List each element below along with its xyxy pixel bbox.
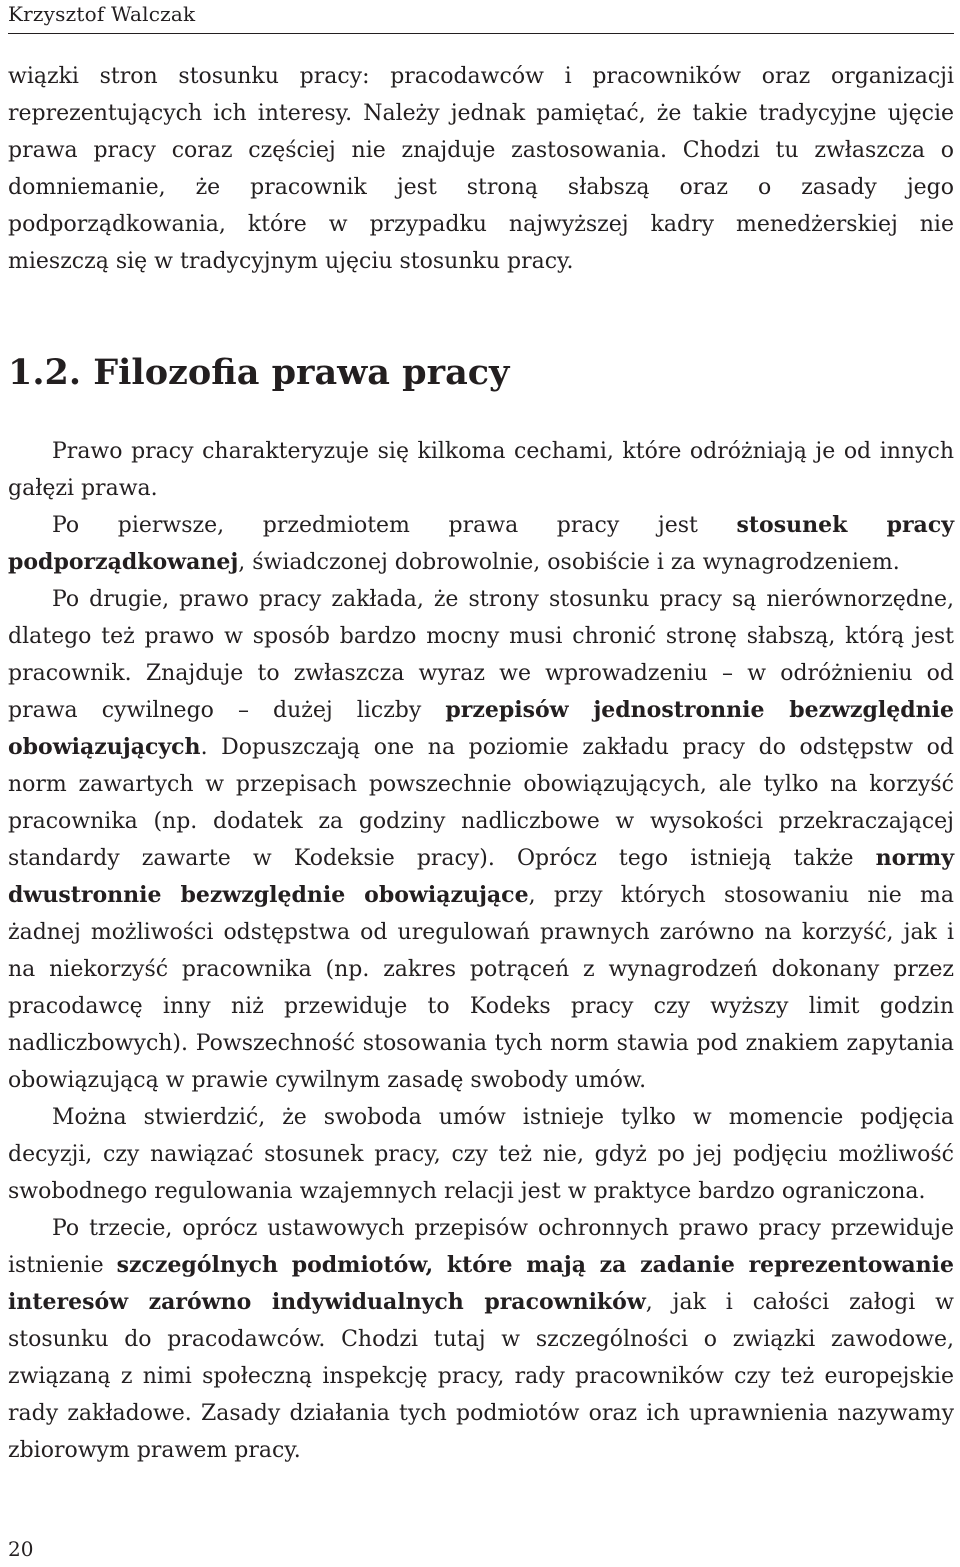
- paragraph-3-text-e: , przy których stosowaniu nie ma żadnej możliwości odstępstwa od uregulowań prawnych zarówno na korzyść, jak i na niekorzyść pracownika (np. zakres potrąceń z wynagrodzeń dokonany przez pracodawcę inny niż przewiduje to Kodeks pracy czy wyższy limit godzin nadliczbowych). Powszechność stosowania tych norm stawia pod znakiem zapytania obowiązującą w prawie cywilnym zasadę swobody umów.: [8, 883, 954, 1093]
- paragraph-2-bold-term: stosunek pracy podporządkowanej: [8, 512, 954, 575]
- paragraph-5-text-a: Po trzecie, oprócz ustawowych przepisów ochronnych prawo pracy przewiduje istnienie: [8, 1216, 954, 1278]
- paragraph-2-text-a: Po pierwsze, przedmiotem prawa pracy jest: [52, 513, 737, 538]
- paragraph-5-text-c: , jak i całości załogi w stosunku do pracodawców. Chodzi tutaj w szczególności o związki zawodowe, związaną z nimi społeczną inspekcję pracy, rady pracowników czy też europejskie rady zakładowe. Zasady działania tych podmiotów oraz ich uprawnienia nazywamy zbiorowym prawem pracy.: [8, 1290, 954, 1463]
- running-head-author: Krzysztof Walczak: [8, 2, 196, 26]
- paragraph-2: [8, 507, 954, 581]
- paragraph-3-text-c: . Dopuszczają one na poziomie zakładu pracy do odstępstw od norm zawartych w przepisach powszechnie obowiązujących, ale tylko na korzyść pracownika (np. dodatek za godziny nadliczbowe w wysokości przekraczającej standardy zawarte w Kodeksie pracy). Oprócz tego istnieją także: [8, 735, 954, 871]
- header-rule: [8, 33, 954, 34]
- intro-text-block: [8, 58, 954, 280]
- paragraph-4: Można stwierdzić, że swoboda umów istnieje tylko w momencie podjęcia decyzji, czy nawiązać stosunek pracy, czy też nie, gdyż po jej podjęciu możliwość swobodnego regulowania wzajemnych relacji jest w praktyce bardzo ograniczona.: [8, 1105, 954, 1204]
- paragraph-5: [8, 1210, 954, 1469]
- paragraph-3-bold-term-2: normy dwustronnie bezwzględnie obowiązujące: [8, 845, 954, 908]
- paragraph-2-text-c: , świadczonej dobrowolnie, osobiście i za wynagrodzeniem.: [238, 550, 900, 575]
- paragraph-3-bold-term-1: przepisów jednostronnie bezwzględnie obowiązujących: [8, 697, 954, 760]
- section-body: [8, 433, 954, 1469]
- paragraph-5-bold-term: szczególnych podmiotów, które mają za zadanie reprezentowanie interesów zarówno indywidualnych pracowników: [8, 1252, 955, 1315]
- section-heading: 1.2. Filozofia prawa pracy: [8, 352, 510, 393]
- paragraph-3-text-a: Po drugie, prawo pracy zakłada, że strony stosunku pracy są nierównorzędne, dlatego też prawo w sposób bardzo mocny musi chronić stronę słabszą, którą jest pracownik. Znajduje to zwłaszcza wyraz we wprowadzeniu – w odróżnieniu od prawa cywilnego – dużej liczby: [8, 587, 954, 723]
- page-number: 20: [8, 1537, 34, 1561]
- paragraph-3: [8, 581, 954, 1099]
- paragraph-1: Prawo pracy charakteryzuje się kilkoma cechami, które odróżniają je od innych gałęzi prawa.: [8, 439, 954, 501]
- intro-paragraph: wiązki stron stosunku pracy: pracodawców i pracowników oraz organizacji reprezentujących ich interesy. Należy jednak pamiętać, że takie tradycyjne ujęcie prawa pracy coraz częściej nie znajduje zastosowania. Chodzi tu zwłaszcza o domniemanie, że pracownik jest stroną słabszą oraz o zasady jego podporządkowania, które w przypadku najwyższej kadry menedżerskiej nie mieszczą się w tradycyjnym ujęciu stosunku pracy.: [8, 64, 954, 274]
